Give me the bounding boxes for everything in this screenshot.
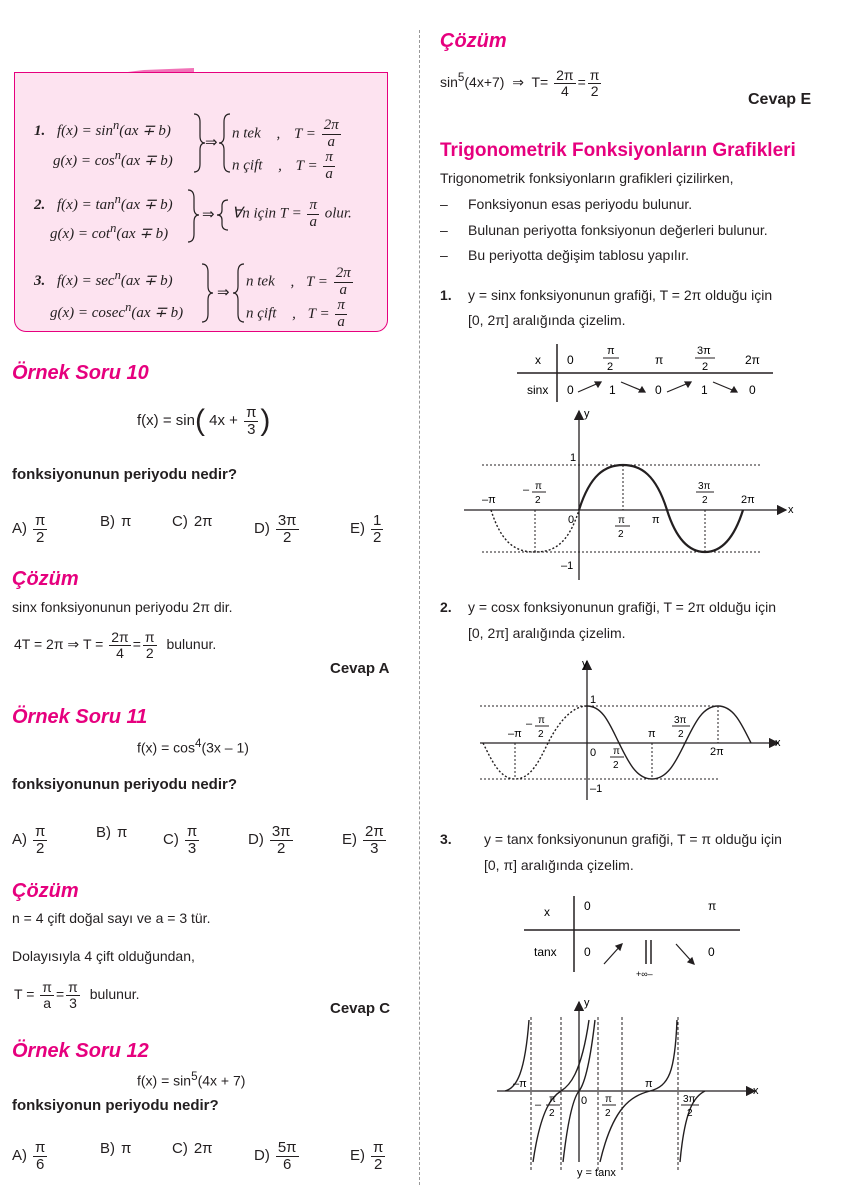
q12-option-e bbox=[350, 1140, 387, 1173]
frac-num: π bbox=[35, 1139, 46, 1156]
option-value: π bbox=[121, 1140, 132, 1157]
sin-table-pi: π bbox=[607, 345, 615, 357]
option-fraction bbox=[276, 513, 299, 546]
sin-table-v2: 0 bbox=[655, 383, 662, 397]
cos-3pi-label: 3π bbox=[674, 715, 687, 726]
frac-den: 2 bbox=[590, 82, 599, 99]
sin-table-v3: 1 bbox=[701, 383, 708, 397]
rule-3-n-tek: n tek bbox=[246, 273, 275, 290]
sin-neg-one-label: –1 bbox=[561, 560, 574, 572]
frac-num: π bbox=[589, 67, 600, 83]
equals: = bbox=[132, 635, 141, 652]
column-divider bbox=[419, 30, 420, 1185]
rule-3-f: f(x) = sec bbox=[57, 273, 115, 289]
section-title: Trigonometrik Fonksiyonların Grafikleri bbox=[440, 140, 796, 161]
frac-num: π bbox=[186, 823, 198, 840]
q10-formula-pre: f(x) = sin bbox=[137, 411, 195, 429]
tan-half-pi: π bbox=[605, 1094, 612, 1105]
frac-den: 6 bbox=[283, 1155, 292, 1173]
rule-2-f-arg: (ax ∓ b) bbox=[120, 197, 173, 213]
rule-2-g: g(x) = cot bbox=[50, 226, 111, 242]
cos-one-label: 1 bbox=[590, 694, 597, 706]
tan-neg-half-2: 2 bbox=[549, 1108, 555, 1119]
frac-num: 5π bbox=[277, 1139, 297, 1156]
frac-den: 2 bbox=[374, 1155, 383, 1173]
tan-table-arrows bbox=[604, 944, 694, 964]
frac-num: 2π bbox=[111, 629, 129, 645]
tan-graph bbox=[495, 992, 765, 1180]
rule-1-g-exp: n bbox=[114, 148, 122, 162]
bullet-3 bbox=[440, 247, 690, 263]
option-fraction bbox=[33, 1140, 47, 1173]
q12-formula-exp: 5 bbox=[191, 1070, 198, 1083]
rule-3-top bbox=[246, 266, 355, 299]
sin-one-label: 1 bbox=[570, 452, 577, 464]
s11-line1: n = 4 çift doğal sayı ve a = 3 tür. bbox=[12, 910, 211, 926]
option-label: C) bbox=[163, 831, 179, 849]
tan-table bbox=[522, 894, 742, 980]
item2-line1: y = cosx fonksiyonunun grafiği, T = 2π olduğu için bbox=[468, 599, 776, 615]
sin-table-v0: 0 bbox=[567, 383, 574, 397]
item3-number: 3. bbox=[440, 831, 452, 847]
section-intro: Trigonometrik fonksiyonların grafikleri çizilirken, bbox=[440, 170, 734, 186]
option-label: E) bbox=[342, 831, 357, 849]
option-fraction bbox=[33, 513, 47, 546]
q10-option-e bbox=[350, 513, 385, 546]
tan-3pi-label: 3π bbox=[683, 1094, 696, 1105]
tan-table-tanx: tanx bbox=[534, 945, 557, 959]
q10-title: Örnek Soru 10 bbox=[12, 362, 149, 384]
option-label: A) bbox=[12, 831, 27, 849]
rule-1-implies: ⇒ bbox=[205, 134, 218, 151]
bullet-dash: – bbox=[440, 247, 448, 263]
frac-num: π bbox=[337, 297, 345, 313]
rule-3-T: T = bbox=[305, 273, 328, 290]
option-value: π bbox=[117, 824, 128, 841]
q10-option-a bbox=[12, 513, 49, 546]
option-value: 2π bbox=[193, 513, 213, 530]
rule-3-implies: ⇒ bbox=[217, 284, 230, 301]
q11-option-b bbox=[96, 824, 127, 841]
cos-2pi-label: 2π bbox=[710, 746, 724, 758]
equals: = bbox=[55, 985, 65, 1002]
sin-2pi-label: 2π bbox=[741, 494, 755, 506]
sin-table bbox=[515, 342, 775, 404]
option-label: D) bbox=[248, 831, 264, 849]
s12-frac1 bbox=[554, 68, 575, 98]
tan-x-label: x bbox=[753, 1085, 759, 1097]
equals: = bbox=[577, 73, 586, 90]
rule-3-bot bbox=[246, 298, 349, 331]
cos-zero-label: 0 bbox=[590, 747, 597, 759]
frac-num: π bbox=[373, 1139, 384, 1156]
frac-den: 2 bbox=[373, 528, 382, 546]
s12-formula bbox=[440, 68, 603, 98]
s12-pre: sin bbox=[440, 73, 458, 90]
rule-3 bbox=[34, 268, 173, 290]
option-label: D) bbox=[254, 1147, 270, 1165]
q10-formula-frac bbox=[244, 405, 258, 438]
rule-3-g: g(x) = cosec bbox=[50, 305, 126, 321]
rule-1-bot bbox=[232, 150, 337, 183]
q12-formula-tail: (4x + 7) bbox=[197, 1072, 246, 1089]
frac-den: a bbox=[337, 313, 345, 330]
bullet-dash: – bbox=[440, 196, 448, 212]
comma: , bbox=[292, 305, 296, 322]
sin-neg-pi-label: –π bbox=[482, 494, 496, 506]
bullet-text: Bulunan periyotta fonksiyonun değerleri bulunur. bbox=[468, 222, 768, 238]
frac-num: π bbox=[144, 629, 155, 645]
rule-1-f-exp: n bbox=[112, 118, 120, 132]
item1-number: 1. bbox=[440, 287, 452, 303]
sin-table-x: x bbox=[535, 353, 541, 367]
item2-number: 2. bbox=[440, 599, 452, 615]
cos-half-pi: π bbox=[613, 746, 620, 757]
sin-neg-half-minus: – bbox=[523, 484, 530, 496]
frac-num: 2π bbox=[365, 823, 384, 840]
option-label: E) bbox=[350, 1147, 365, 1165]
sin-table-pi2: π bbox=[655, 353, 664, 367]
option-label: A) bbox=[12, 520, 27, 538]
s12-title: Çözüm bbox=[440, 30, 507, 52]
frac-den: 2 bbox=[283, 528, 292, 546]
s11-title: Çözüm bbox=[12, 880, 79, 902]
comma: , bbox=[276, 125, 281, 142]
cos-x-label: x bbox=[775, 737, 781, 749]
item1-line2: [0, 2π] aralığında çizelim. bbox=[468, 312, 626, 328]
option-label: B) bbox=[100, 1140, 115, 1157]
q11-option-d bbox=[248, 824, 295, 857]
cos-neg-half-pi: π bbox=[538, 715, 545, 726]
frac-den: 4 bbox=[560, 82, 569, 99]
cos-y-label: y bbox=[582, 658, 588, 670]
rule-1-f: f(x) = sin bbox=[57, 123, 113, 139]
frac-den: 6 bbox=[36, 1155, 45, 1173]
sin-table-v4: 0 bbox=[749, 383, 756, 397]
item3-line1: y = tanx fonksiyonunun grafiği, T = π olduğu için bbox=[484, 831, 782, 847]
s12-answer: Cevap E bbox=[748, 91, 812, 108]
tan-neg-half-minus: – bbox=[535, 1099, 542, 1111]
rule-3-n-cift: n çift bbox=[246, 305, 277, 322]
option-fraction bbox=[185, 824, 199, 857]
q11-question: fonksiyonunun periyodu nedir? bbox=[12, 776, 237, 793]
tan-table-x: x bbox=[544, 905, 550, 919]
rule-1-g-line bbox=[53, 148, 173, 170]
s12-frac2 bbox=[588, 68, 602, 98]
frac-num: 3π bbox=[277, 512, 297, 529]
s10-frac2 bbox=[143, 630, 157, 660]
tan-neg-half-pi: π bbox=[549, 1094, 556, 1105]
sin-x-label: x bbox=[788, 504, 794, 516]
sin-table-sinx: sinx bbox=[527, 383, 549, 397]
frac-den: 3 bbox=[69, 994, 77, 1011]
cos-graph bbox=[478, 655, 798, 805]
rule-3-g-arg: (ax ∓ b) bbox=[131, 305, 184, 321]
rule-2-number: 2. bbox=[34, 197, 46, 213]
rule-1-frac bbox=[322, 118, 341, 151]
rule-3-frac2 bbox=[335, 298, 347, 331]
option-label: B) bbox=[96, 824, 111, 841]
rule-1-top bbox=[232, 118, 343, 151]
frac-num: π bbox=[246, 403, 257, 421]
frac-den: 2 bbox=[36, 528, 45, 546]
option-label: A) bbox=[12, 1147, 27, 1165]
option-fraction bbox=[270, 824, 293, 857]
s11-pre: T = bbox=[14, 985, 35, 1002]
bullet-1 bbox=[440, 196, 693, 212]
item2-line2: [0, 2π] aralığında çizelim. bbox=[468, 625, 626, 641]
sin-half-2: 2 bbox=[618, 529, 624, 540]
rule-3-f-arg: (ax ∓ b) bbox=[120, 273, 173, 289]
frac-num: π bbox=[42, 979, 52, 995]
rule-3-g-line bbox=[50, 300, 183, 322]
option-value: π bbox=[121, 513, 132, 530]
frac-den: a bbox=[327, 133, 335, 150]
rule-2-implies: ⇒ bbox=[202, 206, 215, 223]
tan-table-v0: 0 bbox=[584, 945, 591, 959]
rule-3-frac bbox=[334, 266, 353, 299]
tan-table-pi: π bbox=[708, 899, 717, 913]
frac-den: 3 bbox=[370, 839, 379, 857]
q10-option-b bbox=[100, 513, 131, 530]
tan-table-0: 0 bbox=[584, 899, 591, 913]
tan-y-label: y bbox=[584, 997, 590, 1009]
sin-table-0: 0 bbox=[567, 353, 574, 367]
frac-num: π bbox=[35, 512, 46, 529]
rule-3-g-exp: n bbox=[125, 300, 132, 314]
rule-2-g-exp: n bbox=[110, 221, 117, 235]
q12-option-c bbox=[172, 1140, 213, 1157]
item3-line2: [0, π] aralığında çizelim. bbox=[484, 857, 634, 873]
frac-num: 1 bbox=[373, 512, 382, 529]
q12-formula bbox=[137, 1070, 245, 1089]
frac-den: 2 bbox=[277, 839, 286, 857]
tan-zero-label: 0 bbox=[581, 1095, 588, 1107]
sin-3pi-label: 3π bbox=[698, 481, 711, 492]
s11-line2: Dolayısıyla 4 çift olduğundan, bbox=[12, 948, 195, 964]
q11-option-a bbox=[12, 824, 49, 857]
sin-table-v1: 1 bbox=[609, 383, 616, 397]
option-label: C) bbox=[172, 1140, 188, 1157]
q10-question: fonksiyonunun periyodu nedir? bbox=[12, 466, 237, 483]
frac-den: a bbox=[43, 994, 51, 1011]
frac-den: a bbox=[325, 165, 333, 182]
frac-den: a bbox=[339, 281, 347, 298]
rule-1-g: g(x) = cos bbox=[53, 153, 115, 169]
sin-y-label: y bbox=[584, 408, 590, 420]
rule-2-frac bbox=[307, 198, 319, 231]
frac-num: π bbox=[35, 823, 46, 840]
frac-den: 2 bbox=[36, 839, 45, 857]
rule-2-result bbox=[232, 198, 352, 231]
rule-2-f-exp: n bbox=[114, 192, 121, 206]
s12-mid: (4x+7) ⇒ T= bbox=[464, 73, 549, 90]
frac-num: 2π bbox=[556, 67, 574, 83]
s11-answer: Cevap C bbox=[330, 1000, 391, 1017]
comma: , bbox=[278, 157, 282, 174]
frac-den: 3 bbox=[187, 839, 197, 857]
tan-half-2: 2 bbox=[605, 1108, 611, 1119]
rule-2-text: ∀n için T = bbox=[232, 205, 302, 222]
frac-den: 4 bbox=[116, 644, 124, 661]
q10-option-d bbox=[254, 513, 301, 546]
bullet-text: Fonksiyonun esas periyodu bulunur. bbox=[468, 196, 693, 212]
rule-1-n-cift: n çift bbox=[232, 157, 263, 174]
rule-1-frac2 bbox=[323, 150, 335, 183]
tan-table-v1: 0 bbox=[708, 945, 715, 959]
q10-formula-in: 4x + bbox=[209, 411, 238, 429]
frac-den: 2 bbox=[145, 644, 154, 661]
sin-pi-label: π bbox=[652, 514, 660, 526]
cos-3pi-2: 2 bbox=[678, 729, 684, 740]
rule-3-f-exp: n bbox=[114, 268, 121, 282]
rule-1-n-tek: n tek bbox=[232, 125, 261, 142]
bullet-2 bbox=[440, 222, 768, 238]
rule-3-number: 3. bbox=[34, 273, 46, 289]
item1-line1: y = sinx fonksiyonunun grafiği, T = 2π olduğu için bbox=[468, 287, 773, 303]
q11-formula-tail: (3x – 1) bbox=[201, 739, 249, 756]
option-label: D) bbox=[254, 520, 270, 538]
q12-title: Örnek Soru 12 bbox=[12, 1040, 149, 1062]
s11-frac2 bbox=[66, 980, 80, 1010]
s10-line1: sinx fonksiyonunun periyodu 2π dir. bbox=[12, 599, 233, 615]
option-fraction bbox=[363, 824, 386, 857]
s10-frac1 bbox=[109, 630, 130, 660]
rule-2-g-line bbox=[50, 221, 168, 243]
option-fraction bbox=[371, 513, 383, 546]
frac-num: 2π bbox=[335, 265, 351, 281]
sin-zero-label: 0 bbox=[568, 514, 575, 526]
comma: , bbox=[290, 273, 295, 290]
q11-formula-exp: 4 bbox=[194, 737, 202, 750]
option-label: E) bbox=[350, 520, 365, 538]
cos-neg-half-minus: – bbox=[526, 718, 533, 730]
rule-2-g-arg: (ax ∓ b) bbox=[116, 226, 169, 242]
tan-pi-label: π bbox=[645, 1078, 653, 1090]
option-value: 2π bbox=[193, 1140, 213, 1157]
s12-exp: 5 bbox=[457, 71, 465, 85]
q12-option-d bbox=[254, 1140, 301, 1173]
rule-2-f: f(x) = tan bbox=[57, 197, 115, 213]
s10-post: bulunur. bbox=[166, 635, 217, 652]
s10-pre: 4T = 2π ⇒ T = bbox=[14, 635, 104, 652]
q11-option-c bbox=[163, 824, 201, 857]
q12-option-a bbox=[12, 1140, 49, 1173]
q12-question: fonksiyonun periyodu nedir? bbox=[12, 1097, 219, 1114]
q11-option-e bbox=[342, 824, 388, 857]
s10-line2 bbox=[14, 630, 216, 660]
tan-neg-pi-label: –π bbox=[513, 1078, 527, 1090]
option-label: C) bbox=[172, 513, 188, 530]
s11-line3 bbox=[14, 980, 140, 1010]
cos-neg-one-label: –1 bbox=[590, 783, 603, 795]
s10-title: Çözüm bbox=[12, 568, 79, 590]
rule-1-f-arg: (ax ∓ b) bbox=[119, 123, 171, 139]
rule-2-olur: olur. bbox=[324, 205, 352, 222]
sin-table-2b: 2 bbox=[702, 361, 709, 373]
q10-formula: f(x) = sin( 4x + $\frac{\pi}{3}$ ) bbox=[137, 403, 271, 438]
q11-formula bbox=[137, 737, 249, 756]
s11-frac1 bbox=[40, 980, 54, 1010]
option-fraction bbox=[371, 1140, 385, 1173]
q12-option-b bbox=[100, 1140, 131, 1157]
sin-neg-half-pi: π bbox=[535, 481, 542, 492]
frac-den: 3 bbox=[247, 420, 256, 438]
s11-post: bulunur. bbox=[89, 985, 140, 1002]
cos-neg-half-2: 2 bbox=[538, 729, 544, 740]
rule-3-T2: T = bbox=[307, 305, 330, 322]
q11-title: Örnek Soru 11 bbox=[12, 706, 148, 728]
q10-option-c bbox=[172, 513, 213, 530]
sin-neg-half-2: 2 bbox=[535, 495, 541, 506]
frac-num: 2π bbox=[323, 117, 339, 133]
rule-1-T: T = bbox=[293, 125, 316, 142]
tan-caption: y = tanx bbox=[577, 1167, 616, 1179]
rule-1 bbox=[34, 118, 171, 140]
option-fraction bbox=[33, 824, 47, 857]
rule-2 bbox=[34, 192, 173, 214]
rule-1-number: 1. bbox=[34, 123, 46, 139]
sin-graph bbox=[460, 405, 800, 587]
s10-answer: Cevap A bbox=[330, 660, 390, 677]
frac-den: a bbox=[309, 213, 317, 230]
frac-num: π bbox=[309, 197, 317, 213]
tan-3pi-2: 2 bbox=[687, 1108, 693, 1119]
sin-half-pi: π bbox=[618, 515, 625, 526]
frac-num: π bbox=[68, 979, 78, 995]
q12-formula-pre: f(x) = sin bbox=[137, 1072, 192, 1089]
frac-num: 3π bbox=[271, 823, 291, 840]
rule-1-g-arg: (ax ∓ b) bbox=[121, 153, 173, 169]
tan-table-inf: +∞– bbox=[636, 969, 653, 979]
q11-formula-pre: f(x) = cos bbox=[137, 739, 195, 756]
cos-half-2: 2 bbox=[613, 760, 619, 771]
option-label: B) bbox=[100, 513, 115, 530]
sin-table-2pi: 2π bbox=[745, 353, 760, 367]
sin-table-2: 2 bbox=[607, 361, 614, 373]
sin-3pi-2: 2 bbox=[702, 495, 708, 506]
bullet-dash: – bbox=[440, 222, 448, 238]
cos-neg-pi-label: –π bbox=[508, 728, 522, 740]
cos-pi-label: π bbox=[648, 728, 656, 740]
rule-1-T2: T = bbox=[295, 157, 318, 174]
bullet-text: Bu periyotta değişim tablosu yapılır. bbox=[468, 247, 690, 263]
frac-num: π bbox=[325, 149, 333, 165]
option-fraction bbox=[276, 1140, 299, 1173]
sin-table-3pi: 3π bbox=[697, 345, 711, 357]
